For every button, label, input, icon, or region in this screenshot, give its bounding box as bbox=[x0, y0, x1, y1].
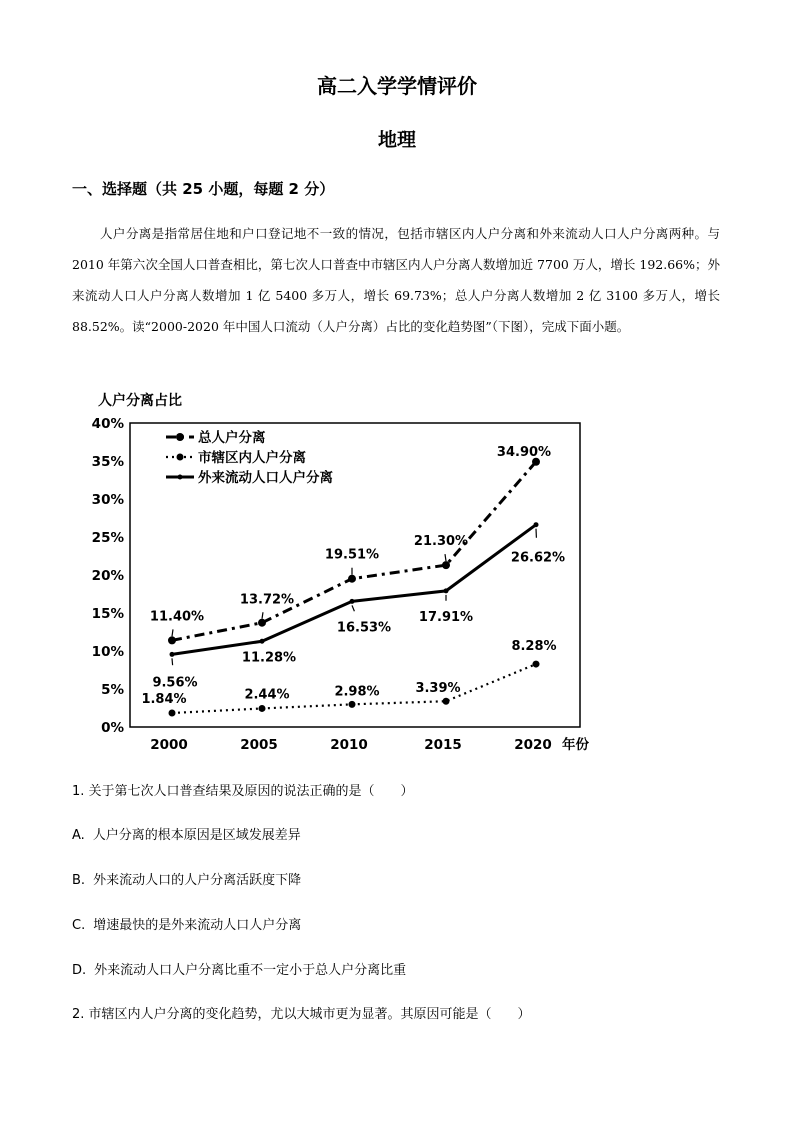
data-label: 11.40% bbox=[149, 609, 205, 625]
data-point bbox=[443, 698, 450, 705]
data-point bbox=[258, 619, 266, 627]
data-point bbox=[534, 522, 539, 527]
data-label: 19.51% bbox=[324, 547, 380, 563]
x-tick-label: 2000 bbox=[150, 737, 188, 753]
legend-marker bbox=[178, 475, 183, 480]
data-label: 1.84% bbox=[141, 692, 187, 708]
data-label: 2.44% bbox=[244, 687, 290, 703]
legend-label: 总人户分离 bbox=[198, 430, 266, 446]
x-tick-label: 2020 bbox=[514, 737, 552, 753]
data-label: 3.39% bbox=[415, 681, 461, 697]
page-title: 高二入学学情评价 bbox=[317, 74, 477, 98]
data-point bbox=[442, 561, 450, 569]
data-point bbox=[170, 652, 175, 657]
option-letter: D. bbox=[72, 963, 87, 978]
data-label: 17.91% bbox=[418, 609, 474, 625]
x-tick-label: 2010 bbox=[330, 737, 368, 753]
label-leader bbox=[172, 629, 173, 636]
data-point bbox=[349, 701, 356, 708]
data-point bbox=[348, 575, 356, 583]
y-tick-label: 20% bbox=[91, 568, 124, 584]
legend-marker bbox=[176, 433, 184, 441]
question-1-option-d[interactable] bbox=[72, 959, 406, 978]
data-label: 26.62% bbox=[510, 550, 566, 566]
legend-label: 市辖区内人户分离 bbox=[198, 450, 306, 466]
data-label: 13.72% bbox=[239, 592, 295, 608]
data-label: 9.56% bbox=[152, 675, 198, 691]
population-chart bbox=[90, 387, 610, 762]
label-leader bbox=[172, 658, 173, 665]
section-heading: 一、选择题（共 25 小题，每题 2 分） bbox=[72, 180, 335, 198]
question-1-option-a[interactable] bbox=[72, 824, 301, 843]
label-leader bbox=[262, 612, 263, 618]
option-letter: B. bbox=[72, 873, 86, 888]
y-tick-label: 40% bbox=[91, 416, 124, 432]
data-label: 8.28% bbox=[511, 639, 557, 655]
data-point bbox=[168, 636, 176, 644]
data-point bbox=[533, 661, 540, 668]
data-label: 11.28% bbox=[241, 650, 297, 666]
x-tick-label: 2005 bbox=[240, 737, 278, 753]
y-tick-label: 5% bbox=[101, 682, 124, 698]
label-leader bbox=[445, 554, 446, 561]
question-1-stem: 1. 关于第七次人口普查结果及原因的说法正确的是（ ） bbox=[72, 784, 414, 799]
data-point bbox=[169, 710, 176, 717]
y-tick-label: 15% bbox=[91, 606, 124, 622]
y-tick-label: 0% bbox=[101, 720, 124, 736]
data-label: 21.30% bbox=[413, 534, 469, 550]
question-2-stem: 2. 市辖区内人户分离的变化趋势，尤以大城市更为显著。其原因可能是（ ） bbox=[72, 1007, 531, 1022]
data-point bbox=[444, 588, 449, 593]
question-1-option-b[interactable] bbox=[72, 869, 301, 888]
legend-label: 外来流动人口人户分离 bbox=[198, 470, 333, 486]
option-text: 外来流动人口人户分离比重不一定小于总人户分离比重 bbox=[94, 963, 407, 978]
y-tick-label: 10% bbox=[91, 644, 124, 660]
y-tick-label: 30% bbox=[91, 492, 124, 508]
y-tick-label: 35% bbox=[91, 454, 124, 470]
data-label: 34.90% bbox=[496, 444, 552, 460]
data-point bbox=[259, 705, 266, 712]
data-label: 16.53% bbox=[336, 620, 392, 636]
y-tick-label: 25% bbox=[91, 530, 124, 546]
chart-xlabel: 年份 bbox=[562, 737, 589, 753]
option-letter: A. bbox=[72, 828, 85, 843]
data-point bbox=[350, 599, 355, 604]
option-text: 外来流动人口的人户分离活跃度下降 bbox=[93, 873, 302, 888]
subject-title: 地理 bbox=[377, 129, 416, 151]
data-point bbox=[260, 639, 265, 644]
x-tick-label: 2015 bbox=[424, 737, 462, 753]
legend-marker bbox=[177, 454, 184, 461]
option-text: 增速最快的是外来流动人口人户分离 bbox=[93, 918, 302, 933]
data-label: 2.98% bbox=[334, 684, 380, 700]
option-letter: C. bbox=[72, 918, 86, 933]
option-text: 人户分离的根本原因是区域发展差异 bbox=[92, 828, 301, 843]
reading-passage: 人户分离是指常居住地和户口登记地不一致的情况，包括市辖区内人户分离和外来流动人口人户分离两种。与 2010 年第六次全国人口普查相比，第七次人口普查中市辖区内人户分离人数增加近 7700 万人，增长 192.66%；外来流动人口人户分离人数增加 1 亿 5400 多万人，增长 69.73%；总人户分离人数增加 2 亿 3100 多万人，增长 88.52%。读“2000-2020 年中国人口流动（人户分离）占比的变化趋势图”（下图），完成下面小题。 bbox=[72, 226, 720, 334]
question-1-option-c[interactable] bbox=[72, 914, 301, 933]
label-leader bbox=[352, 605, 354, 611]
chart-ylabel: 人户分离占比 bbox=[98, 393, 182, 409]
